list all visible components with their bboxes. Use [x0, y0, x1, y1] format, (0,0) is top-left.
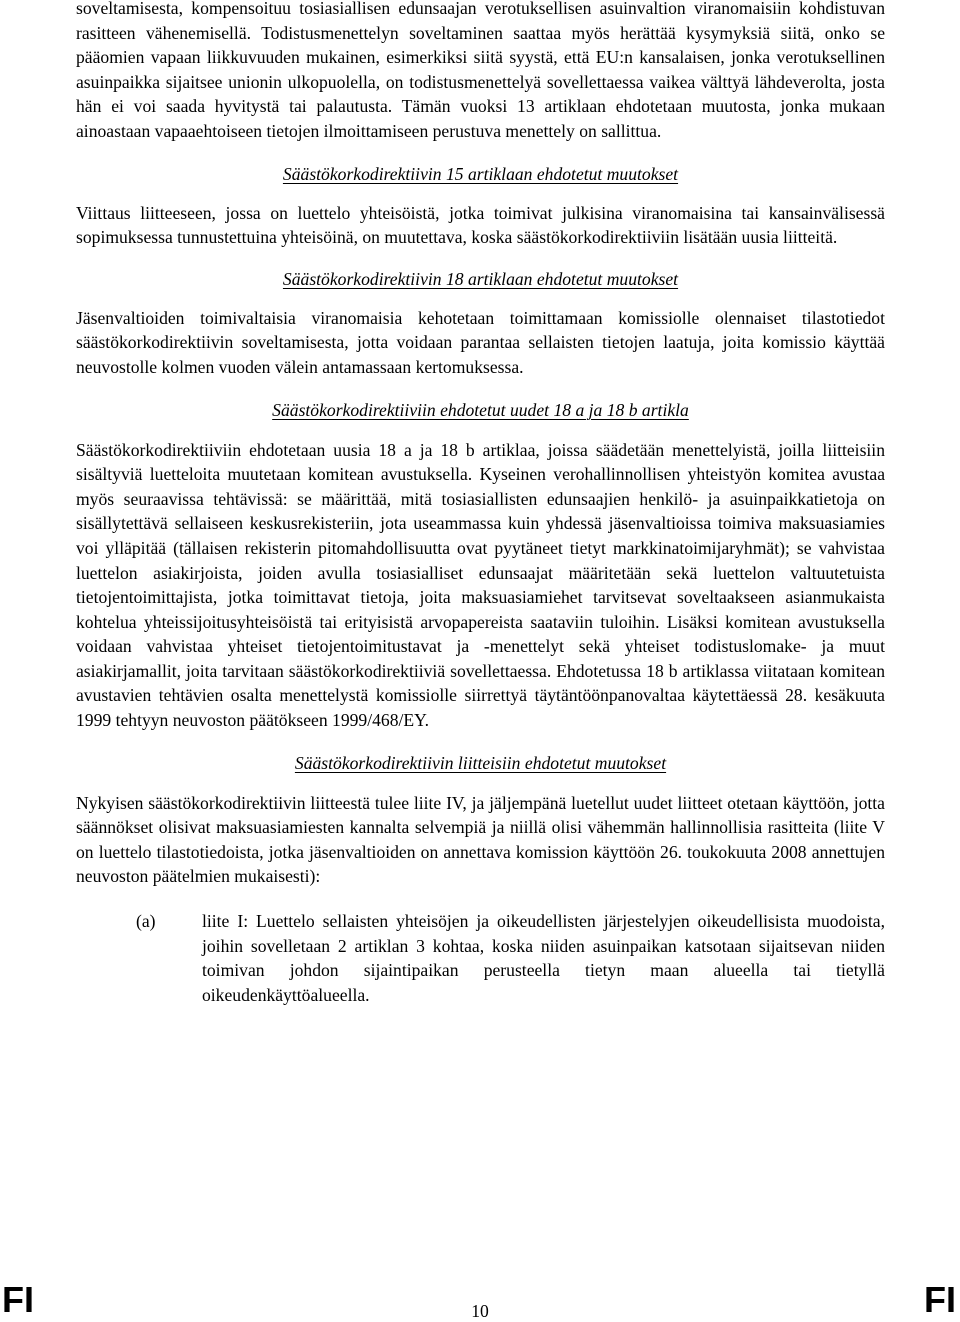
- list-marker: (a): [136, 911, 156, 932]
- heading-article-15: Säästökorkodirektiivin 15 artiklaan ehdotetut muutokset: [282, 163, 679, 184]
- paragraph-annexes: Nykyisen säästökorkodirektiivin liitteestä tulee liite IV, ja jäljempänä luetellut uudet liitteet otetaan käyttöön, jotta säännökset olisivat maksuasiamiesten kannalta selvempiä ja niillä olisi vähemmän hallinnollisia rasitteita (liite V on luettelo tilastotiedoista, jotka jäsenvaltioiden on annettava komission käyttöön 26. toukokuuta 2008 annettujen neuvoston päätelmien mukaisesti):: [76, 792, 885, 887]
- heading-article-18: Säästökorkodirektiivin 18 artiklaan ehdotetut muutokset: [282, 268, 679, 289]
- list-item: [76, 909, 885, 1007]
- paragraph-article-13: soveltamisesta, kompensoituu tosiasiallisen edunsaajan verotuksellisen asuinvaltion viranomaisiin kohdistuvan rasitteen vähenemisellä. Todistusmenettelyn soveltaminen saattaa myös herättää kysymyksiä siitä, onko se pääomien vapaan liikkuvuuden mukainen, esimerkiksi siitä syystä, että EU:n kansalaisen, jonka verotuksellinen asuinpaikka sijaitsee unionin ulkopuolella, on todistusmenettelyä sovellettaessa vaikea välttyä lähdeverolta, josta hän ei voi saada hyvitystä tai palautusta. Tämän vuoksi 13 artiklaan ehdotetaan muutosta, jonka mukaan ainoastaan vapaaehtoiseen tietojen ilmoittamiseen perustuva menettely on sallittua.: [76, 0, 885, 141]
- paragraph-article-18a-18b: Säästökorkodirektiiviin ehdotetaan uusia 18 a ja 18 b artiklaa, joissa säädetään menettelyistä, joilla liitteisiin sisältyviä luetteloita muutetaan komitean avustuksella. Kyseinen verohallinnollisen yhteistyön komitea avustaa myös seuraavissa tehtävissä: se määrittää, mitä tosiasiallisten edunsaajien henkilö- ja asuinpaikkatietoja on sisällytettävä sellaiseen keskusrekisteriin, jota useammassa kuin yhdessä jäsenvaltioissa toimiva maksuasiamies voi ylläpitää (tällaisen rekisterin pitomahdollisuutta ovat pyytäneet tietyt markkinatoimijaryhmät); se vahvistaa luettelon asiakirjoista, joiden avulla tosiasialliset edunsaajat määritetään sekä luettelon valtuutetuista tietojentoimittajista, jotka toimittavat tietoja, joita maksuasiamiehet tarvitsevat soveltaakseen asianmukaista kohtelua yhteissijoitusyhteisöistä tai erityisistä arvopapereista saataviin tuloihin. Lisäksi komitean avustuksella voidaan vahvistaa yhteiset tietojentoimitustavat ja -menettelyt sekä yhteiset todistuslomake- ja muut asiakirjamallit, joita tarvitaan säästökorkodirektiiviä sovellettaessa. Ehdotetussa 18 b artiklassa viitataan komitean avustavien tehtävien osalta menettelystä komissiolle siirrettyä täytäntöönpanovaltaa käytettäessä 28. kesäkuuta 1999 tehtyyn neuvoston päätökseen 1999/468/EY.: [76, 439, 885, 731]
- page-number: 10: [471, 1301, 489, 1321]
- list-item-text: liite I: Luettelo sellaisten yhteisöjen ja oikeudellisten järjestelyjen oikeudellisista muodoista, joihin sovelletaan 2 artiklan 3 kohtaa, koska niiden asuinpaikan katsotaan sijaitsevan niiden toimivan johdon sijaintipaikan perusteella tietyn maan alueella tai tietyllä oikeudenkäyttöalueella.: [202, 911, 885, 1005]
- heading-annexes: Säästökorkodirektiivin liitteisiin ehdotetut muutokset: [294, 752, 667, 773]
- document-page: [76, 0, 885, 1007]
- heading-article-18a-18b: Säästökorkodirektiiviin ehdotetut uudet 18 a ja 18 b artikla: [272, 399, 689, 420]
- footer-language-right: FI: [924, 1279, 956, 1320]
- paragraph-article-18: Jäsenvaltioiden toimivaltaisia viranomaisia kehotetaan toimittamaan komissiolle olennaiset tilastotiedot säästökorkodirektiivin soveltamisesta, jotta voidaan parantaa sellaisten tietojen laatuja, joita komissio käyttää neuvostolle kolmen vuoden välein antamassaan kertomuksessa.: [76, 307, 885, 377]
- footer-language-left: FI: [2, 1279, 34, 1320]
- paragraph-article-15: Viittaus liitteeseen, jossa on luettelo yhteisöistä, jotka toimivat julkisina viranomaisina tai kansainvälisessä sopimuksessa tunnustettuina yhteisöinä, on muutettava, koska säästökorkodirektiiviin lisätään uusia liitteitä.: [76, 202, 885, 248]
